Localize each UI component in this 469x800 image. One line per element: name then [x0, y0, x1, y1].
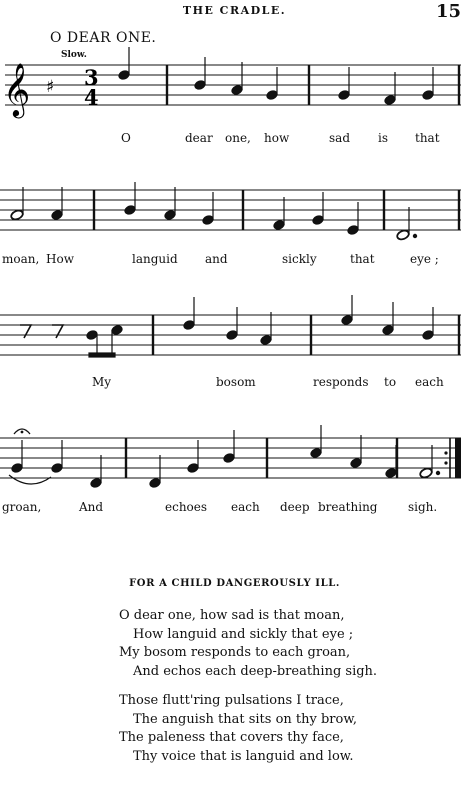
lyric-syllable: each: [415, 375, 444, 389]
lyric-syllable: one,: [225, 131, 251, 145]
poem-line: O dear one, how sad is that moan,: [119, 608, 345, 623]
music-staff-1: [0, 55, 469, 125]
lyric-syllable: responds: [313, 375, 369, 389]
lyric-syllable: eye ;: [410, 252, 439, 266]
running-title: THE CRADLE.: [182, 4, 287, 17]
poem-line: Thy voice that is languid and low.: [133, 749, 354, 764]
quaver-rest-icon: [20, 325, 63, 338]
lyric-syllable: each: [231, 500, 260, 514]
time-signature-top: 3: [84, 65, 99, 90]
lyric-syllable: sigh.: [408, 500, 438, 514]
lyric-syllable: echoes: [165, 500, 208, 514]
lyric-syllable: that: [350, 252, 375, 266]
lyric-syllable: My: [92, 375, 112, 389]
poem-line: And echos each deep-breathing sigh.: [133, 664, 378, 679]
lyric-syllable: sickly: [282, 252, 317, 266]
lyric-syllable: deep: [280, 500, 310, 514]
poem-line: The paleness that covers thy face,: [119, 730, 344, 745]
music-staff-2: [0, 180, 469, 250]
lyric-syllable: How: [46, 252, 74, 266]
lyric-syllable: and: [205, 252, 228, 266]
song-title: O DEAR ONE.: [50, 30, 157, 46]
lyric-syllable: dear: [185, 131, 213, 145]
lyric-syllable: languid: [132, 252, 178, 266]
lyric-syllable: how: [264, 131, 290, 145]
poem-title: FOR A CHILD DANGEROUSLY ILL.: [129, 578, 340, 589]
treble-clef-icon: 𝄞: [3, 62, 31, 116]
lyric-syllable: O: [121, 131, 131, 145]
lyric-syllable: moan,: [2, 252, 40, 266]
lyric-syllable: bosom: [216, 375, 256, 389]
sharp-icon: ♯: [46, 77, 55, 97]
poem-line: Those flutt'ring pulsations I trace,: [119, 693, 344, 708]
poem-line: How languid and sickly that eye ;: [133, 627, 354, 642]
lyric-syllable: breathing: [318, 500, 378, 514]
page-number: 15: [435, 1, 461, 22]
lyric-syllable: is: [378, 131, 388, 145]
lyric-syllable: sad: [329, 131, 350, 145]
poem-line: The anguish that sits on thy brow,: [133, 712, 358, 727]
lyric-syllable: to: [384, 375, 397, 389]
lyric-syllable: And: [79, 500, 104, 514]
page-header: [0, 2, 469, 20]
music-staff-3: [0, 305, 469, 375]
lyric-syllable: groan,: [2, 500, 42, 514]
poem-line: My bosom responds to each groan,: [119, 645, 351, 660]
tempo-marking: Slow.: [61, 50, 87, 60]
music-staff-4: [0, 428, 469, 508]
slur-icon: [9, 475, 51, 484]
lyric-syllable: that: [415, 131, 440, 145]
time-signature-bottom: 4: [84, 85, 99, 110]
